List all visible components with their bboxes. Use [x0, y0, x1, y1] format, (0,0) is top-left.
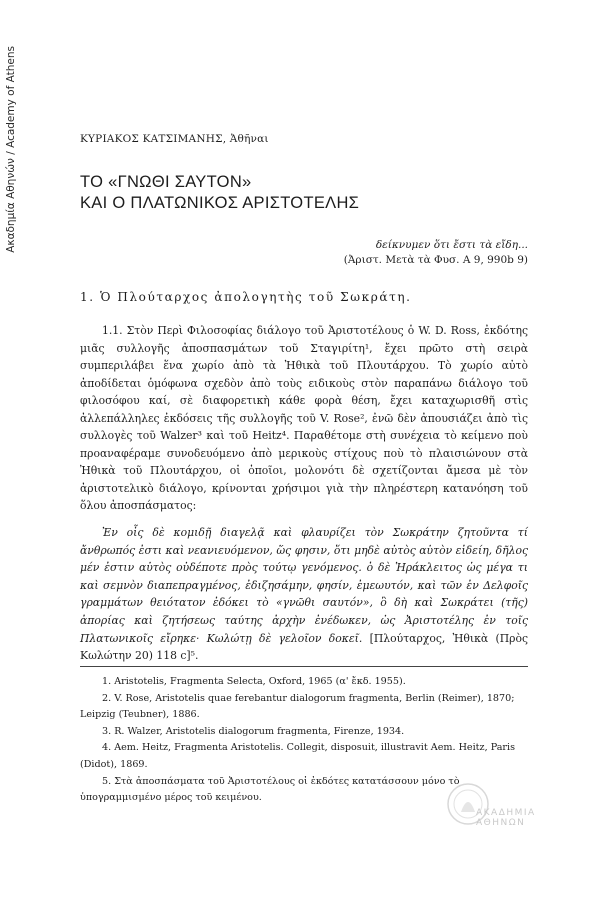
- article-title: [80, 172, 359, 214]
- academy-watermark: [476, 808, 600, 828]
- quote-source: [Πλούταρχος, Ἠθικὰ (Πρὸς Κωλώτην 20) 118 c]⁵.: [80, 631, 529, 663]
- body-paragraph: 1.1. Στὸν Περὶ Φιλοσοφίας διάλογο τοῦ Ἀριστοτέλους ὁ W. D. Ross, ἐκδότης μιᾶς συλλογῆς ἀποσπασμάτων τοῦ Σταγιρίτη¹, ἔχει πρῶτο στὴ σειρὰ συμπεριλάβει ἕνα χωρίο ἀπὸ τὰ Ἠθικὰ τοῦ Πλουτάρχου. Τὸ χωρίο αὐτὸ ἀποδίδεται ὁμόφωνα σχεδὸν ἀπὸ τοὺς ειδικοὺς στὸν παραπάνω διάλογο τοῦ φιλοσόφου καί, σὲ διαφορετικὴ κάθε φορὰ θέση, ἔχει καταχωρισθῆ στὶς ἀλλεπάλληλες ἐκδόσεις τῆς συλλογῆς τοῦ V. Rose², ἐνῶ δὲν ἀπουσιάζει ἀπὸ τὶς συλλογὲς τοῦ Walzer³ καὶ τοῦ Heitz⁴. Παραθέτομε στὴ συνέχεια τὸ κείμενο ποὺ προαναφέραμε συνοδευόμενο ἀπὸ μερικοὺς στίχους ποὺ τὸ πλαισιώνουν στὰ Ἠθικὰ τοῦ Πλουτάρχου, οἱ ὁποῖοι, μολονότι δὲ σχετίζονται ἄμεσα μὲ τὸν ἀριστοτελικὸ διάλογο, κρίνονται χρήσιμοι γιὰ τὴν πληρέστερη κατανόηση τοῦ ὅλου ἀποσπάσματος:: [80, 324, 528, 512]
- footnote-2: 2. V. Rose, Aristotelis quae ferebantur dialogorum fragmenta, Berlin (Reimer), 1870; Leipzig (Teubner), 1886.: [80, 692, 515, 721]
- epigraph: [344, 238, 528, 268]
- quote-text: Ἐν οἷς δὲ κομιδῇ διαγελᾷ καὶ φλαυρίζει τὸν Σωκράτην ζητοῦντα τί ἄνθρωπός ἐστι καὶ νεανιευόμενον, ὥς φησιν, ὅτι μηδὲ αὐτὸς αὑτὸν εἰδείη, δῆλος μέν ἐστιν αὐτὸς οὐδέποτε πρὸς τούτῳ γενόμενος. ὁ δὲ Ἡράκλειτος ὡς μέγα τι καὶ σεμνὸν διαπεπραγμένος, ἐδιζησάμην, φησίν, ἐμεωυτόν, καὶ τῶν ἐν Δελφοῖς γραμμάτων θειότατον ἐδόκει τὸ «γνῶθι σαυτόν», ὃ δὴ καὶ Σωκράτει (τῆς) ἀπορίας καὶ ζητήσεως ταύτης ἀρχὴν ἐνέδωκεν, ὡς Ἀριστοτέλης ἐν τοῖς Πλατωνικοῖς εἴρηκε· Κωλώτῃ δὲ γελοῖον δοκεῖ.: [80, 526, 528, 645]
- section-heading: 1. Ὁ Πλούταρχος ἀπολογητὴς τοῦ Σωκράτη.: [80, 290, 412, 304]
- footnote-3: 3. R. Walzer, Aristotelis dialogorum fragmenta, Firenze, 1934.: [102, 725, 405, 737]
- footnote-1: 1. Aristotelis, Fragmenta Selecta, Oxford, 1965 (α' ἔκδ. 1955).: [102, 676, 406, 687]
- title-line-1: ΤΟ «ΓΝΩΘΙ ΣΑΥΤΟΝ»: [80, 173, 252, 191]
- watermark-left: ΑΚΑΔΗΜΙΑ: [476, 808, 536, 818]
- archive-side-label: [2, 44, 20, 254]
- footnote-5: 5. Στὰ ἀποσπάσματα τοῦ Ἀριστοτέλους οἱ ἐκδότες κατατάσσουν μόνο τὸ ὑπογραμμισμένο μέρος τοῦ κειμένου.: [80, 775, 460, 804]
- footnote-rule: [80, 666, 528, 667]
- plutarch-quote: [80, 524, 528, 665]
- watermark-right: ΑΘΗΝΩΝ: [476, 818, 526, 828]
- epigraph-text: δείκνυμεν ὅτι ἔστι τὰ εἴδη...: [375, 239, 528, 251]
- author-line: ΚΥΡΙΑΚΟΣ ΚΑΤΣΙΜΑΝΗΣ, Ἀθῆναι: [80, 133, 269, 145]
- epigraph-source: (Ἀριστ. Μετὰ τὰ Φυσ. Α 9, 990b 9): [343, 254, 528, 266]
- archive-side-label-text: Ακαδημία Αθηνών / Academy of Athens: [5, 45, 17, 253]
- title-line-2: ΚΑΙ Ο ΠΛΑΤΩΝΙΚΟΣ ΑΡΙΣΤΟΤΕΛΗΣ: [80, 194, 360, 212]
- body-text: [80, 322, 528, 515]
- footnote-4: 4. Aem. Heitz, Fragmenta Aristotelis. Collegit, disposuit, illustravit Aem. Heitz, Paris (Didot), 1869.: [80, 742, 516, 770]
